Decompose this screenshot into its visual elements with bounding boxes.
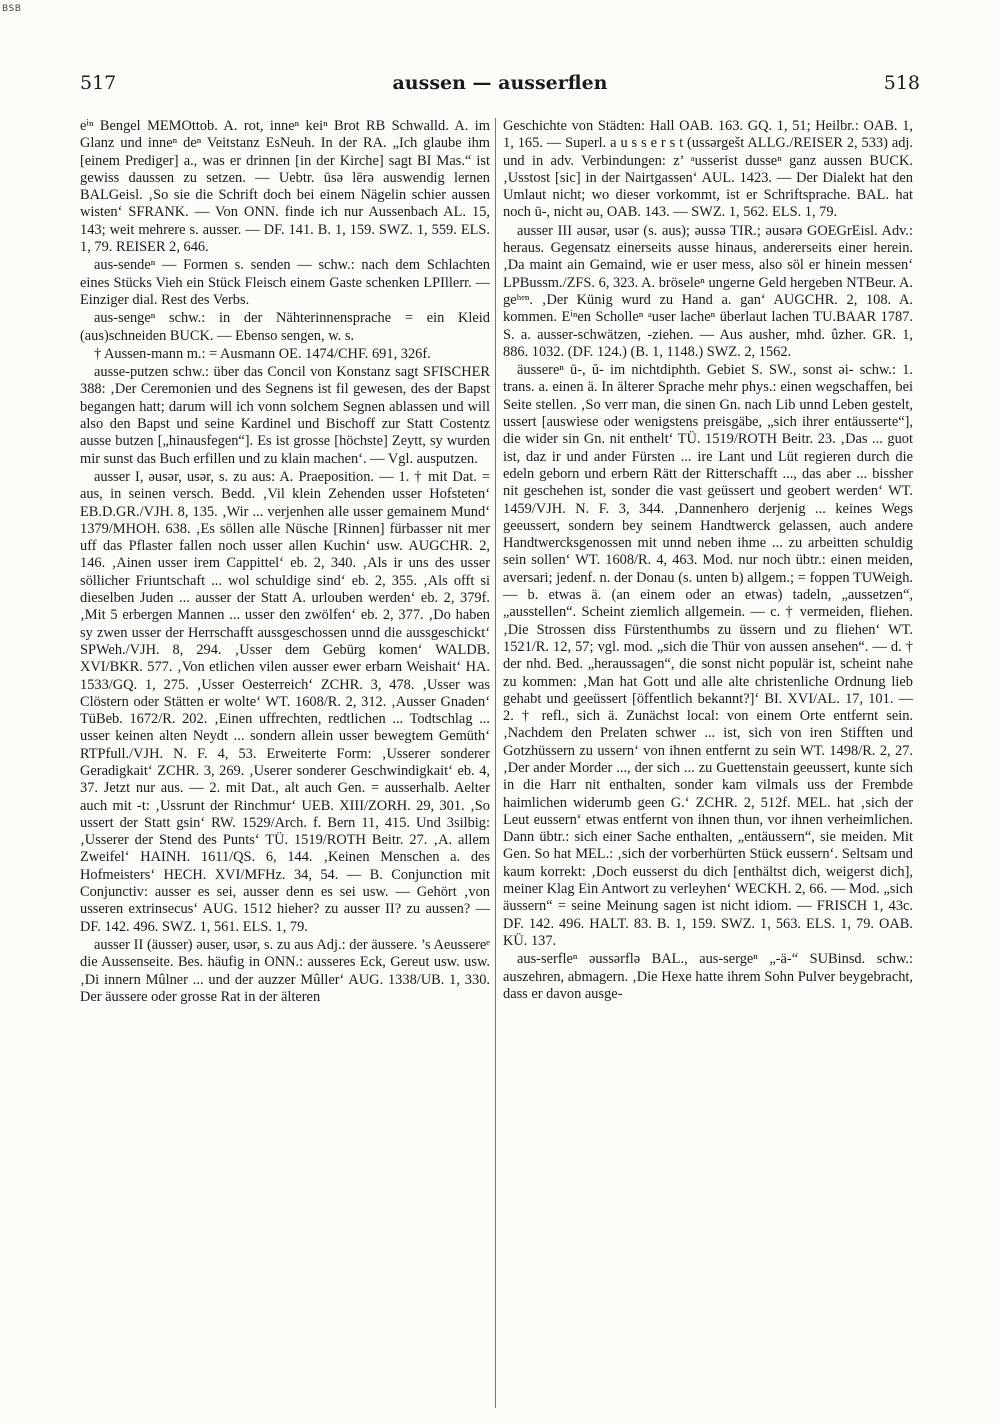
entry-aus-sengen: aus-sengeⁿ schw.: in der Nähterinnensprache = ein Kleid (aus)schneiden BUCK. — Ebenso sengen, w. s. — [80, 310, 490, 344]
library-stamp: BSB — [2, 4, 22, 14]
entry-aeussern: äussereⁿ ū-, ŭ- im nichtdiphth. Gebiet S. SW., sonst əi- schw.: 1. trans. a. einen ä. In älterer Sprache mehr phys.: einen wegschaffen, bei Seite stellen. ‚So verr man, die sinen Gn. nach Lib unnd Leben gestelt, ussert [auswiese oder wenigstens preisgäbe, „sich ihrer entäusserte“], die wider sin Gn. nit enthelt‘ TÜ. 1519/ROTH Beitr. 23. ‚Das ... guot ist, daz ir und ander Fürsten ... ire Lant und Lüt regieren durch die edeln geborn und erbern Rätt der Ritterschafft ..., das aber ... bissher nit geschehen ist, sonder die vast geüssert und geobert werden‘ WT. 1459/VJH. N. F. 3, 344. ‚Dannenhero derjenig ... keines Wegs geeussert, sondern bey seinem Handtwerck gelassen, auch andere Handtwercksgenossen mit unnd neben ihme ... zu arbeitten schuldig sein sollen‘ WT. 1608/R. 4, 463. Mod. nur noch übtr.: einen meiden, aversari; jedenf. n. der Donau (s. unten b) allgem.; = foppen TUWeigh. — b. etwas ä. (an einem oder an etwas) tadeln, „aussetzen“, „ausstellen“. Scheint ziemlich allgemein. — c. † vermeiden, fliehen. ‚Die Strossen diss Fürstenthumbs zu üssern und zu fliehen‘ WT. 1521/R. 12, 57; vgl. mod. „sich die Thür von aussen ansehen“. — d. † der nhd. Bed. „heraussagen“, die sonst nicht populär ist, scheint nahe zu kommen: ‚Man hat Gott und alle alte christenliche Ordnung lieb gehabt und geeüssert [öffentlich bekannt?]‘ BI. XVI/AL. 17, 101. — 2. † refl., sich ä. Zunächst local: von einem Orte entfernt sein. ‚Nachdem den Prelaten schwer ... ist, sich von iren Stifften und Gotzhüssern zu ussern‘ von ihnen entfernt zu sein WT. 1498/R. 2, 27. ‚Der ander Morder ..., der sich ... zu Guettenstain geeussert, kunte sich in die Harr nit enthalten, sonder kam vilmals uss der Frembde haimlichen widerumb geen G.‘ ZCHR. 2, 512f. MEL. hat ‚sich der Leut eussern‘ etwas entfernt von ihnen thun, vor ihnen verheimlichen. Dann übtr.: sich einer Sache enthalten, „entäussern“, sie meiden. Mit Gen. So hat MEL.: ‚sich der vorberhürten Stück eussern‘. Seltsam und kaum korrekt: ‚Doch eusserst du dich [enthältst dich, weigerst dich], meiner Klag Ein Antwort zu verleyhen‘ WECKH. 2, 66. — Mod. „sich äussern“ = seine Meinung sagen ist nicht idiom. — FRISCH 1, 43c. DF. 142. 496. HALT. 83. B. 1, 159. SWZ. 1, 563. ELS. 1, 79. OAB. KÜ. 137. — [503, 362, 913, 949]
left-column — [80, 118, 490, 1418]
page-number-left: 517 — [80, 72, 117, 94]
entry-ausser-2: ausser II (äusser) əuser, usər, s. zu aus Adj.: der äussere. ’s Aeussereᵉ die Aussenseite. Bes. häufig in ONN.: ausseres Eck, Gereut usw. usw. ‚Di innern Mûlner ... und der auzzer Mûller‘ AUG. 1338/UB. 1, 330. Der äussere oder grosse Rat in der älteren — [80, 936, 490, 1005]
entry-aus-serflen: aus-serfleⁿ əussərflə BAL., aus-sergeⁿ „-ä-“ SUBinsd. schw.: auszehren, abmagern. ‚Die Hexe hatte ihrem Sohn Pulver beygebracht, dass er davon ausge- — [503, 951, 913, 1002]
entry-ausse-putzen: ausse-putzen schw.: über das Concil von Konstanz sagt SFISCHER 388: ‚Der Ceremonien und des Segnens ist fil gewesen, des der Bapst begangen hatt; darum will ich vonn solchem Segnen ablassen und will also den Bapst und seine Kardinel und Bischoff zur Statt Costentz ausse butzen [„hinausfegen“]. Es ist grosse [höchste] Zeytt, sy wurden mir sunst das Buch erfillen und zu klain machen‘. — Vgl. ausputzen. — [80, 364, 490, 467]
entry-ausser-1: ausser I, əusər, usər, s. zu aus: A. Praeposition. — 1. † mit Dat. = aus, in seinen versch. Bedd. ‚Vil klein Zehenden usser Hofsteten‘ EB.D.GR./VJH. 8, 135. ‚Wir ... verjenhen alle usser gemainem Mund‘ 1379/MHOH. 638. ‚Es söllen alle Nüsche [Rinnen] fürbasser nit mer uff das Pflaster fallen noch usser allen Kuchin‘ usw. AUGCHR. 2, 146. ‚Ainen usser irem Cappittel‘ eb. 2, 340. ‚Als ir uns des usser söllicher Friuntschaft ... wol schuldige sind‘ eb. 2, 355. ‚Als offt si dieselben Juden ... ausser der Statt A. urlouben werden‘ eb. 2, 379f. ‚Mit 5 erbergen Mannen ... usser den zwölfen‘ eb. 2, 377. ‚Do haben sy zwen usser der Herrschafft aussgeschossen unnd die aussgeschickt‘ SPWeh./VJH. 8, 294. ‚Usser dem Gebürg komen‘ WALDB. XVI/BKR. 577. ‚Von etlichen vilen ausser ewer erbarn Weishait‘ HA. 1533/GQ. 1, 275. ‚Usser Oesterreich‘ ZCHR. 3, 478. ‚Usser was Clöstern oder Stätten er wolte‘ WT. 1608/R. 2, 312. ‚Ausser Gnaden‘ TüBeb. 1672/R. 202. ‚Einen uffrechten, redtlichen ... Todtschlag ... usser keinen alten Neydt ... sondern allein usser bewegtem Gemüth‘ RTPfull./VJH. N. F. 4, 53. Erweiterte Form: ‚Usserer sonderer Geradigkait‘ ZCHR. 3, 269. ‚Userer sonderer Geschwindigkait‘ eb. 4, 37. Jetzt nur aus. — 2. mit Dat., alt auch Gen. = ausserhalb. Aelter auch mit -t: ‚Ussrunt der Rinchmur‘ UEB. XIII/ZORH. 29, 301. ‚So ussert der Statt gsin‘ RW. 1529/Arch. f. Bern 11, 415. Und 3silbig: ‚Usserer der Stend des Punts‘ TÜ. 1519/ROTH Beitr. 27. ‚A. allem Zweifel‘ HAINH. 1611/QS. 6, 144. ‚Keinen Menschen a. des Hofmeisters‘ HECH. XVI/MFHz. 34, 54. — B. Conjunction mit Conjunctiv: ausser es sei, ausser denn es sei usw. — Gehört ‚von usseren extrinsecus‘ AUG. 1512 hieher? zu ausser II? zu aussen? — DF. 142. 496. SWZ. 1, 561. ELS. 1, 79. — [80, 468, 490, 935]
entry-aussen-mann: † Aussen-mann m.: = Ausmann OE. 1474/CHF. 691, 326f. — [94, 345, 431, 362]
page-number-right: 518 — [883, 72, 920, 94]
right-column — [503, 118, 913, 1418]
running-title: aussen — ausserflen — [392, 72, 608, 94]
entry-continuation: eⁱⁿ Bengel MEMOttob. A. rot, inneⁿ keiⁿ Brot RB Schwalld. A. im Glanz und inneⁿ deⁿ Veitstanz EsNeuh. In der RA. „Ich glaube ihm [einem Prediger] a., was er drinnen [in der Kirche] sagt BI Mas.“ ist gewiss daussen zu setzen. — Uebtr. ūsə lērə auswendig lernen BALGeisl. ‚So sie die Schrift doch bei einem Nägelin schier aussen wisten‘ SFRANK. — Von ONN. finde ich nur Aussenbach AL. 15, 143; weit mehrere s. ausser. — DF. 141. B. 1, 159. SWZ. 1, 559. ELS. 1, 79. REISER 2, 646. — [80, 118, 490, 256]
entry-aus-senden: aus-sendeⁿ — Formen s. senden — schw.: nach dem Schlachten eines Stücks Vieh ein Stück Fleisch einem Gaste schenken LPIllerr. — Einziger dial. Rest des Verbs. — [80, 257, 490, 308]
entry-ausser-3: ausser III əusər, usər (s. aus); əussə TIR.; əusərə GOEGrEisl. Adv.: heraus. Gegensatz einerseits ausse hinaus, andererseits einer herein. ‚Da maint ain Gemaind, wie er user mess, also söl er hinein messen‘ LPBussm./ZFS. 6, 323. A. bröseleⁿ ungerne Geld hergeben NTBeur. A. geʰᵉⁿ. ‚Der Künig wurd zu Hand a. gan‘ AUGCHR. 2, 108. A. kommen. Eⁱⁿen Scholleⁿ ᵃuser lacheⁿ überlaut lachen TU.BAAR 1787. S. a. ausser-schwätzen, -ziehen. — Aus ausher, mhd. ûzher. GR. 1, 886. 1032. (DF. 124.) (B. 1, 1148.) SWZ. 2, 1562. — [503, 222, 913, 360]
page-header — [80, 72, 920, 102]
entry-continuation: Geschichte von Städten: Hall OAB. 163. GQ. 1, 51; Heilbr.: OAB. 1, 1, 165. — Superl. a u s s e r s t (ussərgešt ALLG./REISER 2, 533) adj. und in adv. Verbindungen: z’ ᵃusserist dusseⁿ ganz aussen BUCK. ‚Usstost [sic] in der Nairtgassen‘ AUL. 1423. — Der Dialekt hat den Umlaut nicht; wo dieser vorkommt, ist er Schriftsprache. BAL. hat noch ū-, nicht əu, OAB. 143. — SWZ. 1, 562. ELS. 1, 79. — [503, 118, 913, 221]
column-divider — [495, 118, 496, 1408]
